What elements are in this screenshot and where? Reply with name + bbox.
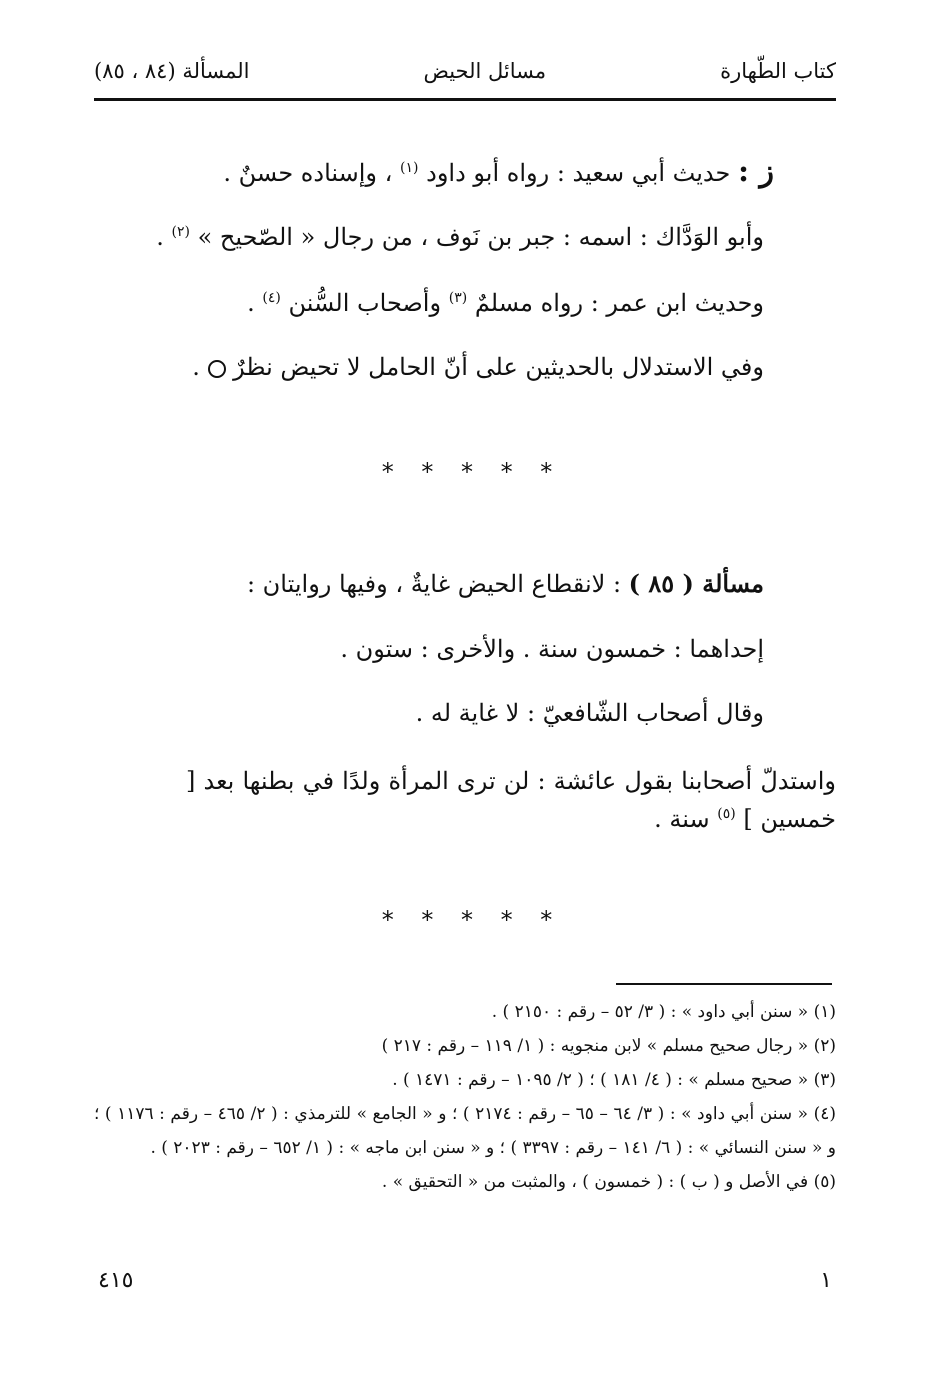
body-line-2 bbox=[84, 222, 764, 253]
paragraph-text: واستدلّ أصحابنا بقول عائشة : لن ترى المرأة ولدًا في بطنها بعد [ خمسين ] bbox=[186, 767, 836, 834]
line-text: وحديث ابن عمر : رواه مسلمٌ bbox=[474, 289, 764, 317]
footnote-ref: (٣) bbox=[448, 290, 468, 306]
paragraph-text: سنة . bbox=[654, 805, 710, 834]
footnote-ref: (١) bbox=[400, 160, 419, 176]
footnote-2: (٢) « رجال صحيح مسلم » لابن منجويه : ( ١/ ١١٩ – رقم : ٢١٧ ) bbox=[381, 1036, 836, 1056]
line-text: حديث أبي سعيد : رواه أبو داود bbox=[426, 159, 731, 187]
footnote-ref: (٢) bbox=[171, 224, 190, 240]
section-separator: * * * * * bbox=[381, 458, 563, 486]
footnote-ref: (٤) bbox=[262, 290, 281, 306]
masala-text: : لانقطاع الحيض غايةٌ ، وفيها روايتان : bbox=[246, 570, 622, 598]
header-book-title: كتاب الطّهارة bbox=[720, 59, 836, 83]
masala-line-3: وقال أصحاب الشّافعيّ : لا غاية له . bbox=[415, 699, 764, 727]
footnote-ref: (٥) bbox=[717, 806, 736, 823]
body-line-3 bbox=[84, 288, 764, 319]
line-text: . bbox=[247, 289, 255, 317]
line-text: . bbox=[192, 353, 200, 381]
masala-title: مسألة ( ٨٥ ) bbox=[628, 569, 764, 598]
line-text: وأبو الوَدَّاك : اسمه : جبر بن نَوف ، من رجال « الصّحيح » bbox=[197, 223, 764, 251]
line-text: . bbox=[156, 223, 164, 251]
body-line-4 bbox=[84, 352, 764, 383]
body-line-1 bbox=[94, 152, 774, 191]
footnote-3: (٣) « صحيح مسلم » : ( ٤/ ١٨١ ) ؛ ( ٢/ ١٠٩٥ – رقم : ١٤٧١ ) . bbox=[392, 1070, 836, 1090]
masala-paragraph bbox=[186, 762, 836, 839]
section-separator-2: * * * * * bbox=[381, 906, 563, 934]
footnotes bbox=[94, 995, 836, 1199]
line-text: وفي الاستدلال بالحديثين على أنّ الحامل لا تحيض نظرٌ bbox=[233, 353, 764, 381]
footnote-rule bbox=[616, 983, 832, 985]
header-rule bbox=[94, 98, 836, 101]
line-text: ، وإسناده حسنٌ . bbox=[223, 159, 393, 187]
volume-number: ١ bbox=[820, 1268, 832, 1293]
footnote-1: (١) « سنن أبي داود » : ( ٣/ ٥٢ – رقم : ٢١٥٠ ) . bbox=[491, 1002, 836, 1022]
end-circle-icon bbox=[208, 360, 226, 378]
section-marker: ز : bbox=[737, 154, 774, 189]
header-chapter-title: مسائل الحيض bbox=[423, 59, 547, 83]
masala-heading-line bbox=[84, 568, 764, 600]
line-text: وأصحاب السُّنن bbox=[288, 289, 442, 317]
running-header bbox=[94, 52, 836, 90]
masala-line-2: إحداهما : خمسون سنة . والأخرى : ستون . bbox=[340, 635, 764, 663]
footnote-4: (٤) « سنن أبي داود » : ( ٣/ ٦٤ – ٦٥ – رقم : ٢١٧٤ ) ؛ و « الجامع » للترمذي : ( ٢/ ٤٦٥ – رقم : ١١٧٦ ) ؛ و « سنن النسائي » : ( ٦/ ١٤١ – رقم : ٣٣٩٧ ) ؛ و « سنن ابن ماجه » : ( ١/ ٦٥٢ – رقم : ٢٠٢٣ ) . bbox=[94, 1104, 836, 1158]
header-issue-range: المسألة (٨٤ ، ٨٥) bbox=[94, 59, 250, 83]
page-number: ٤١٥ bbox=[98, 1268, 134, 1293]
footnote-5: (٥) في الأصل و ( ب ) : ( خمسون ) ، والمثبت من « التحقيق » . bbox=[381, 1172, 836, 1192]
